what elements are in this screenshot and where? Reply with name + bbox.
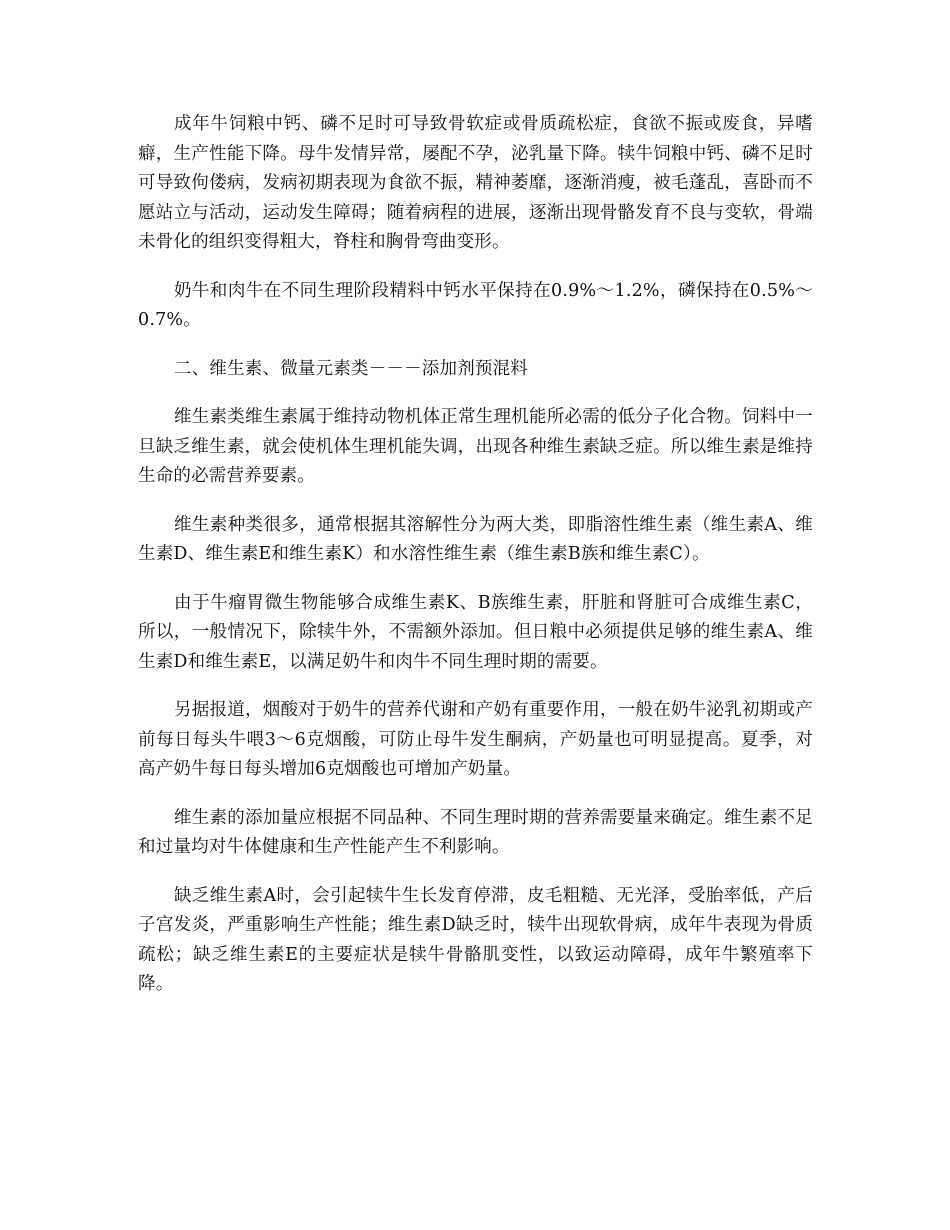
paragraph-calcium-deficiency: 成年牛饲粮中钙、磷不足时可导致骨软症或骨质疏松症，食欲不振或废食，异嗜癖，生产性能下降。母牛发情异常，屡配不孕，泌乳量下降。犊牛饲粮中钙、磷不足时可导致佝偻病，发病初期表现为食欲不振，精神萎靡，逐渐消瘦，被毛蓬乱，喜卧而不愿站立与活动，运动发生障碍；随着病程的进展，逐渐出现骨骼发育不良与变软，骨端未骨化的组织变得粗大，脊柱和胸骨弯曲变形。 bbox=[138, 114, 813, 252]
document-page bbox=[138, 110, 813, 1019]
paragraph-vitamin-deficiency: 缺乏维生素A时，会引起犊牛生长发育停滞，皮毛粗糙、无光泽，受胎率低，产后子宫发炎，严重影响生产性能；维生素D缺乏时，犊牛出现软骨病，成年牛表现为骨质疏松；缺乏维生素E的主要症状是犊牛骨骼肌变性，以致运动障碍，成年牛繁殖率下降。 bbox=[138, 885, 813, 994]
paragraph-vitamin-dosage: 维生素的添加量应根据不同品种、不同生理时期的营养需要量来确定。维生素不足和过量均对牛体健康和生产性能产生不利影响。 bbox=[138, 807, 813, 857]
paragraph-niacin: 另据报道，烟酸对于奶牛的营养代谢和产奶有重要作用，一般在奶牛泌乳初期或产前每日每头牛喂3～6克烟酸，可防止母牛发生酮病，产奶量也可明显提高。夏季，对高产奶牛每日每头增加6克烟酸也可增加产奶量。 bbox=[138, 700, 813, 779]
section-heading-vitamins: 二、维生素、微量元素类－－－添加剂预混料 bbox=[174, 358, 528, 379]
paragraph-calcium-levels: 奶牛和肉牛在不同生理阶段精料中钙水平保持在0.9%～1.2%，磷保持在0.5%～0.7%。 bbox=[138, 280, 813, 330]
paragraph-rumen-synthesis: 由于牛瘤胃微生物能够合成维生素K、B族维生素，肝脏和肾脏可合成维生素C，所以，一般情况下，除犊牛外，不需额外添加。但日粮中必须提供足够的维生素A、维生素D和维生素E，以满足奶牛和肉牛不同生理时期的需要。 bbox=[138, 592, 813, 672]
paragraph-vitamin-definition: 维生素类维生素属于维持动物机体正常生理机能所必需的低分子化合物。饲料中一旦缺乏维生素，就会使机体生理机能失调，出现各种维生素缺乏症。所以维生素是维持生命的必需营养要素。 bbox=[138, 407, 813, 486]
paragraph-vitamin-types: 维生素种类很多，通常根据其溶解性分为两大类，即脂溶性维生素（维生素A、维生素D、维生素E和维生素K）和水溶性维生素（维生素B族和维生素C）。 bbox=[138, 514, 813, 564]
